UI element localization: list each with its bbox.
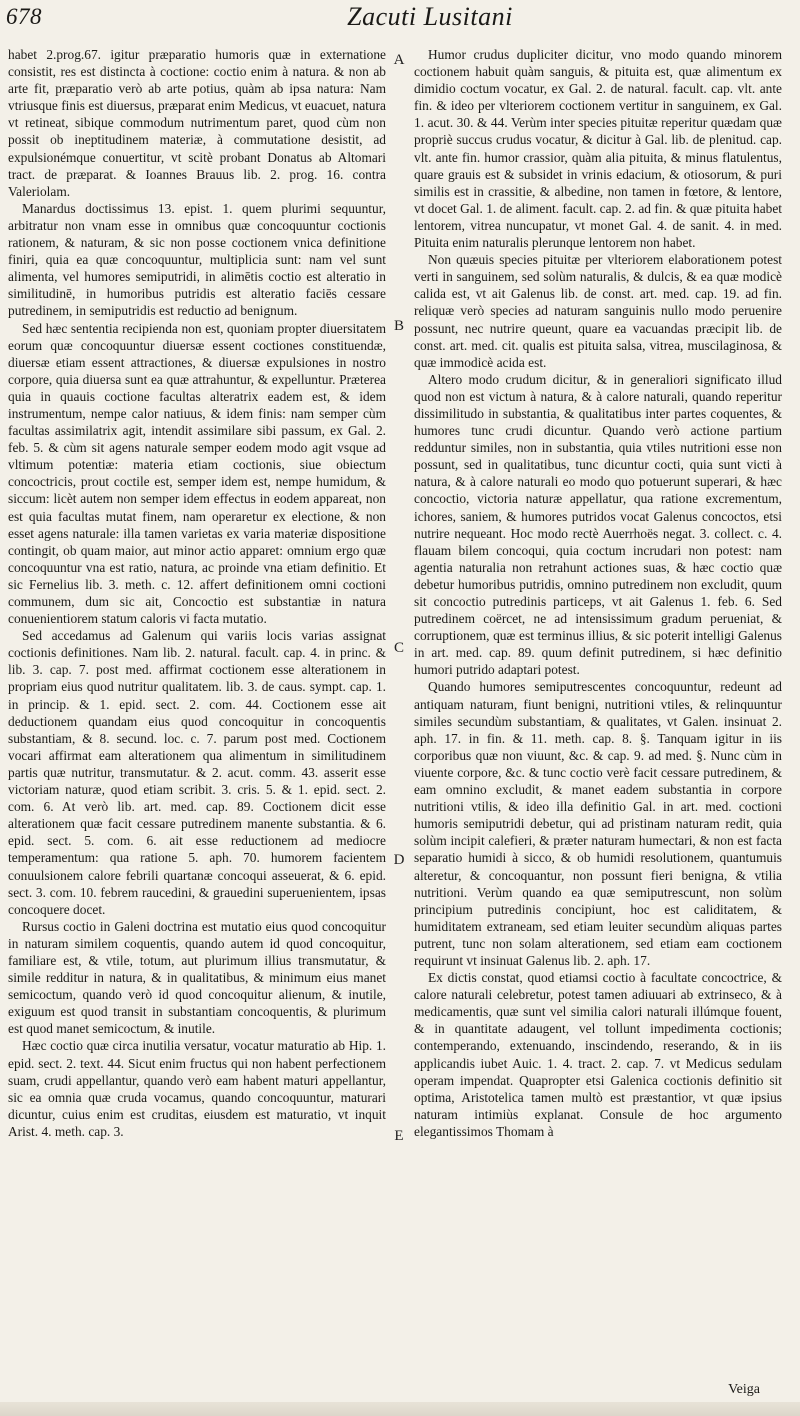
- section-marker: B: [393, 318, 404, 334]
- paragraph: habet 2.prog.67. igitur præparatio humoris quæ in externatione consistit, res est distincta à coctione: coctio enim à natura. & non ab arte fit, præparatio verò ab arte potius, quàm ab ipsa natura: Nam vtriusque finis est diuersus, præparat enim Medicus, vt euacuet, natura vt retineat, sibique commodum nutrimentum paret, quod cùm non possit ob ineptitudinem materiæ, à commutatione desistit, ad expulsionémque conuertitur, vt scitè probant Donatus ab Altomari tract. de præparat. & Ioannes Brauus lib. 2. prog. 16. contra Valeriolam.: [8, 47, 386, 199]
- paragraph: Altero modo crudum dicitur, & in generaliori significato illud quod non est victum à natura, & à calore naturali, quando reperitur dissimilitudo in substantia, & qualitatibus inter partes coquentes, & humores tunc crudi dicuntur. Quando verò actione partium redduntur similes, non in substantia, quia vtiles nutritioni esse non possunt, sed in qualitatibus, tunc dicuntur cocti, quia sunt victi à natura, & à calore naturali eo modo quo potuerunt superari, & hæc concoctio, victoria naturæ appellatur, qua ratione excrementum, ichores, saniem, & humores putridos vocat Galenus concoctos, etsi nutrire nequeant. Hoc modo rectè Auerrhoës negat. 3. collect. c. 4. flauam bilem concoqui, quia coctum incrudari non potest: nam agentia naturalia non retrahunt actiones suas, & hæc coctio quæ debetur humoribus putridis, omnino putredinem non excludit, quum sit concoctio putredinis particeps, vt ait Galenus 1. feb. 6. Sed putredinem coërcet, ne ad intensissimum gradum perueniat, & corruptionem, quæ est terminus illius, & sic poterit intelligi Galenus in art. med. cap. 89. quum definit putredinem, si hæc definitio humori putrido adaptari potest.: [414, 371, 782, 678]
- scan-edge: [0, 1402, 800, 1416]
- section-marker: D: [393, 852, 405, 868]
- paragraph: Non quæuis species pituitæ per vlteriorem elaborationem potest verti in sanguinem, sed solùm naturalis, & dulcis, & ea quæ modicè calida est, vt ait Galenus lib. de const. art. med. cap. 19. ad fin. reliquæ verò species ad naturam sanguinis nullo modo peruenire possunt, nec nutrire queunt, quare ea vacuandas præcipit lib. de const. art. med. cit. qualis est pituita salsa, vitrea, muscilaginosa, & quæ immodicè acida est.: [414, 252, 782, 370]
- paragraph: Humor crudus dupliciter dicitur, vno modo quando minorem coctionem habuit quàm sanguis, & pituita est, quæ alimentum ex dimidio coctum vocatur, ex Gal. 2. de natural. facult. cap. vlt. ante fin. & ideo per vlteriorem coctionem vertitur in sanguinem, ex Gal. 1. acut. 30. & 44. Verùm inter species pituitæ reperitur quædam quæ propriè succus crudus vocatur, & dicitur à Gal. lib. de plenitud. cap. vlt. ante fin. humor crassior, quàm alia pituita, & minus flatulentus, quare grauis est & subsidet in vrinis edacium, & otiosorum, & puri similis est in crassitie, & albedine, non tamen in fœtore, & lentore, vt docet Gal. 1. de aliment. facult. cap. 2. ad fin. & quæ pituita habet lentorem, vitrea nuncupatur, vt monet Gal. 4. de sanit. 4. in med. Pituita enim naturalis plerunque lentorem non habet.: [414, 47, 782, 251]
- paragraph: Ex dictis constat, quod etiamsi coctio à facultate concoctrice, & calore naturali celebretur, potest tamen adiuuari ab extrinseco, & à medicamentis, quæ sunt vel similia calori naturali illúmque fouent, & in quantitate adaugent, vel tollunt impedimenta coctionis; contemperando, extenuando, inscindendo, reserando, & in iis applicandis iubet Auic. 1. 4. tract. 2. cap. 7. vt Medicus sedulam operam impendat. Quapropter etsi Galenica coctionis definitio sit optima, Aristotelica tamen multò est præstantior, vt quæ ipsius naturam intimiùs explanat. Consule de hoc argumento elegantissimos Thomam à: [414, 970, 782, 1139]
- paragraph: Hæc coctio quæ circa inutilia versatur, vocatur maturatio ab Hip. 1. epid. sect. 2. text. 44. Sicut enim fructus qui non habent perfectionem suam, crudi appellantur, quando verò eam habent maturi appellantur, sic ea omnia quæ cruda vocamus, quando concoquuntur, maturari dicuntur, cuius enim est cruditas, eiusdem est maturatio, vt inquit Arist. 4. meth. cap. 3.: [8, 1038, 386, 1139]
- left-column: [8, 46, 386, 1140]
- page-number: 678: [6, 4, 42, 29]
- running-title: Zacuti Lusitani: [347, 2, 513, 31]
- catchword: Veiga: [728, 1382, 760, 1397]
- right-column: [414, 46, 782, 1140]
- paragraph: Sed hæc sententia recipienda non est, quoniam propter diuersitatem eorum quæ concoquuntur diuersæ essent coctiones constituendæ, diuersæ etiam essent attractiones, & diuersæ expulsiones in nostro corpore, quia diuersa sunt ea quæ attrahuntur, & expelluntur. Præterea quia in quauis coctione facultas alteratrix eadem est, & idem instrumentum, nempe calor natiuus, & idem finis: nam semper cùm facultas assimilatrix agit, intendit assimilare sibi passum, ex Gal. 2. feb. 5. & cùm sit agens naturale semper eodem modo agit vsque ad vltimum potentiæ: materia etiam coctionis, siue obiectum concoctricis, prout coctile est, semper idem est, nempe humidum, & siccum: licèt autem non semper idem effectus in eodem appareat, non est quia facultas mutat finem, nam operaretur ex electione, & non esset agens naturale: illa tamen varietas ex varia materiæ dispositione contingit, ob quam maior, aut minor actio apparet: omnium ergo quæ concoquuntur vna est ratio, natura, ac proinde vna etiam definitio. Et sic Fernelius lib. 3. meth. c. 12. affert definitionem omni coctioni communem, dum sic ait, Concoctio est substantiæ in natura conuenientiorem statum caloris vi facta mutatio.: [8, 320, 386, 627]
- section-marker: A: [393, 52, 405, 68]
- section-marker: C: [393, 640, 404, 656]
- paragraph: Manardus doctissimus 13. epist. 1. quem plurimi sequuntur, arbitratur non vnam esse in omnibus quæ concoquuntur coctionis rationem, & naturam, & sic non posse coctionem vnica definitione finiri, quia ea quæ concoquuntur, multiplicia sunt: nam vel sunt alimenta, vel humores semiputridi, in alimētis coctio est alteratio in similitudinē, in humoribus putridis est alteratio faciēs cessare putredinem, in semiputridis est reductio ad benignum.: [8, 200, 386, 319]
- section-marker: E: [394, 1128, 404, 1144]
- paragraph: Sed accedamus ad Galenum qui variis locis varias assignat coctionis definitiones. Nam lib. 2. natural. facult. cap. 4. in princ. & lib. 3. cap. 7. post med. affirmat coctionem esse alterationem in propriam eius quod nutritur qualitatem. lib. 3. de caus. sympt. cap. 1. in princip. & 1. epid. sect. 2. com. 44. Coctionem esse ait deductionem quandam eius quod concoquitur in concoquentis substantiam, & 8. secund. loc. c. 7. parum post med. Coctionem vocari affirmat eam alterationem qua alimentum in similitudinem partis quæ nutritur, transmutatur. & 2. acut. comm. 43. asserit esse victoriam naturæ, quod etiam scribit. 3. cris. 5. & 1. epid. sect. 2. com. 6. At verò lib. art. med. cap. 89. Coctionem dicit esse alterationem quæ facit cessare putredinem manente substantia. & 6. epid. sect. 5. com. 6. ait esse reductionem ad mediocre temperamentum: qua ratione 5. aph. 70. humorem facientem conuulsionem calore febrili quartanæ concoqui asseuerat, & 6. epid. sect. 3. com. 10. febrem raucedini, & grauedini superuenientem, ipsas concoquere docet.: [8, 628, 386, 917]
- page-header: [0, 0, 800, 46]
- paragraph: Quando humores semiputrescentes concoquuntur, redeunt ad antiquam naturam, fiunt benigni, nutritioni vtiles, & relinquuntur similes secundùm substantiam, & qualitates, vt Galen. insinuat 2. aph. 17. in fin. & 11. meth. cap. 8. §. Tanquam igitur in iis corporibus quæ non viuunt, &c. & cap. 9. ad med. §. Nunc cùm in viuente corpore, &c. & tunc coctio verè facit cessare putredinem, & eam omnino excludit, & manet eadem substantia in corpore nutritioni vtilis, & ideo illa definitio Gal. in art. med. coctioni humoris semiputridi debetur, qui ad pristinam naturam redit, quia solùm incipit calefieri, & præter naturam humectari, & non est facta separatio humidi à sicco, & ob humidi resolutionem, quantumuis alteretur, & concoquantur, non possunt fieri benigna, & vtilia nutritioni. Verùm quando ea quæ semiputrescunt, non solùm principium putredinis concipiunt, hoc est caliditatem, & humiditatem extraneam, sed etiam leuiter secundùm aliquas partes putrent, tunc non solam alterationem, sed etiam eam coctionem requirunt vt insinuat Galenus lib. 2. aph. 17.: [414, 679, 782, 968]
- paragraph: Rursus coctio in Galeni doctrina est mutatio eius quod concoquitur in naturam similem coquentis, quando autem id quod concoquitur, familiare est, & vtile, totum, aut plurimum illius transmutatur, & simile redditur in natura, & in qualitatibus, & minimum eius manet semicoctum, quando verò id quod concoquitur alienum, & inutile, exiguum est quod transit in substantiam concoquentis, & plurimum est quod manet semicoctum, & inutile.: [8, 918, 386, 1037]
